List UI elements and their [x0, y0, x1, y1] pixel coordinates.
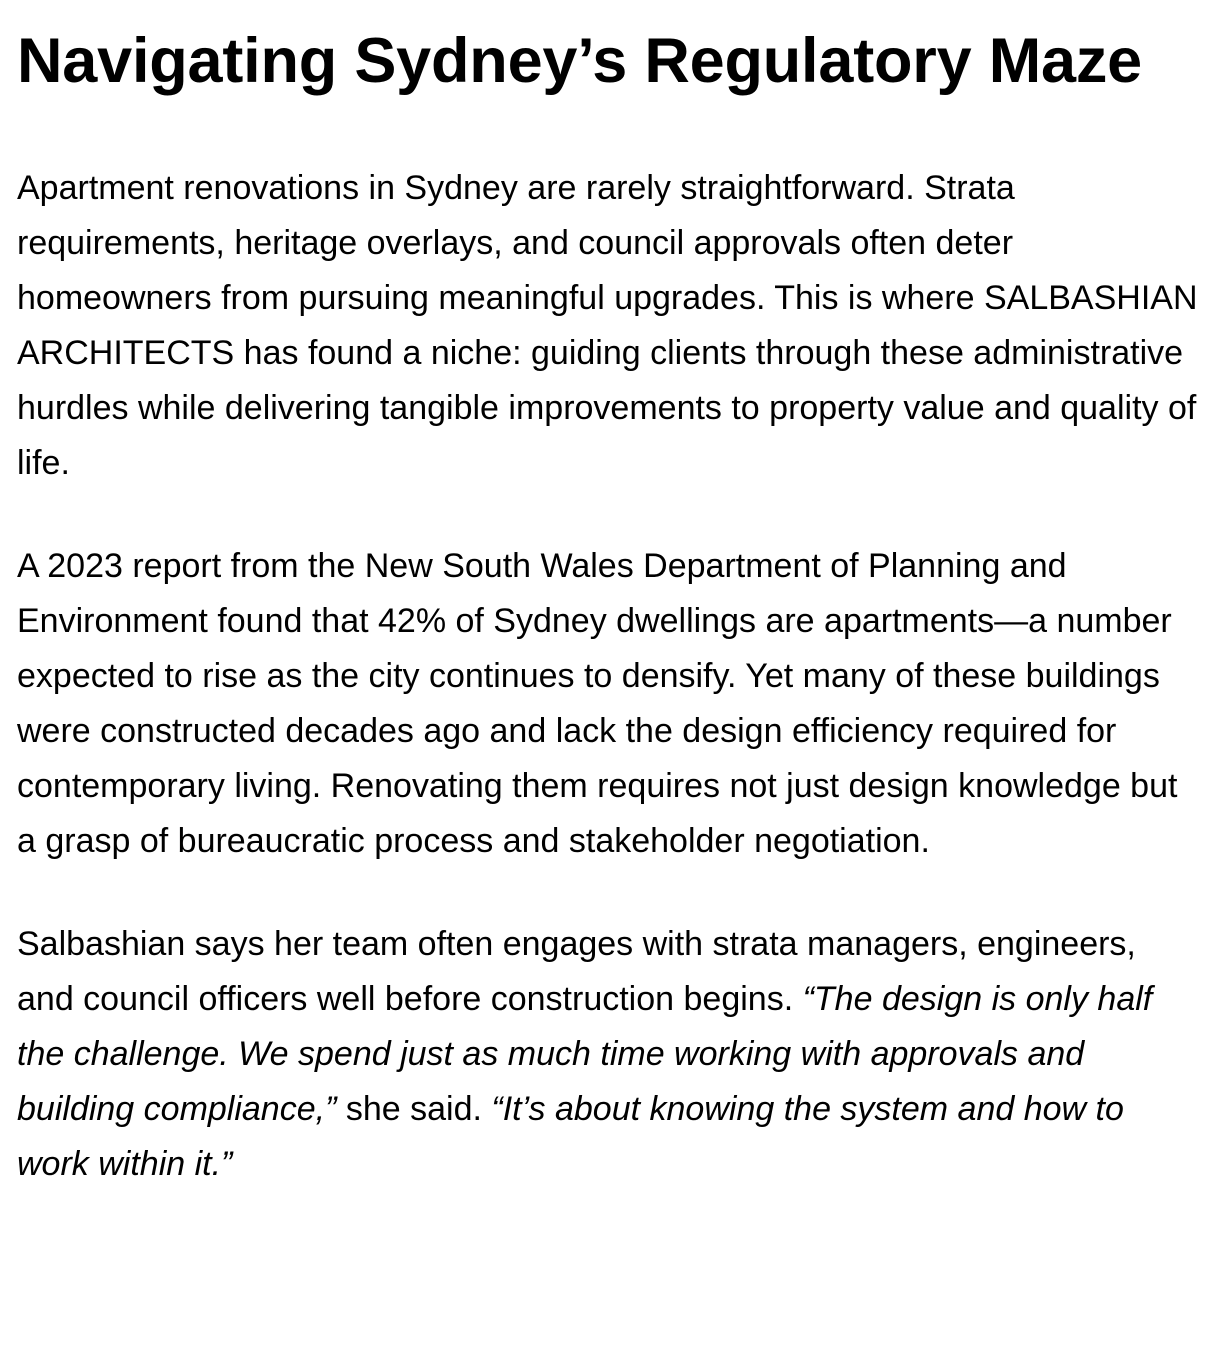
- quote-design-challenge: “The design is only half the challenge. We spend just as much time working with approvals and building compliance,”: [17, 980, 1153, 1128]
- article-title: Navigating Sydney’s Regulatory Maze: [17, 26, 1142, 96]
- paragraph-nsw-report: A 2023 report from the New South Wales Department of Planning and Environment found that 42% of Sydney dwellings are apartments—a number expected to rise as the city continues to densify. Yet many of these buildings were constructed decades ago and lack the design efficiency required for contemporary living. Renovating them requires not just design knowledge but a grasp of bureaucratic process and stakeholder negotiation.: [17, 547, 1178, 860]
- quote-attribution: she said.: [336, 1090, 492, 1128]
- paragraph-strata-intro: Apartment renovations in Sydney are rarely straightforward. Strata requirements, heritage overlays, and council approvals often deter homeowners from pursuing meaningful upgrades. This is where SALBASHIAN ARCHITECTS has found a niche: guiding clients through these administrative hurdles while delivering tangible improvements to property value and quality of life.: [17, 169, 1198, 482]
- paragraph-intro-text: Salbashian says her team often engages with strata managers, engineers, and council officers well before construction begins.: [17, 925, 1136, 1018]
- paragraph-salbashian-quote: [17, 917, 1202, 1192]
- quote-knowing-system: “It’s about knowing the system and how to work within it.”: [17, 1090, 1124, 1183]
